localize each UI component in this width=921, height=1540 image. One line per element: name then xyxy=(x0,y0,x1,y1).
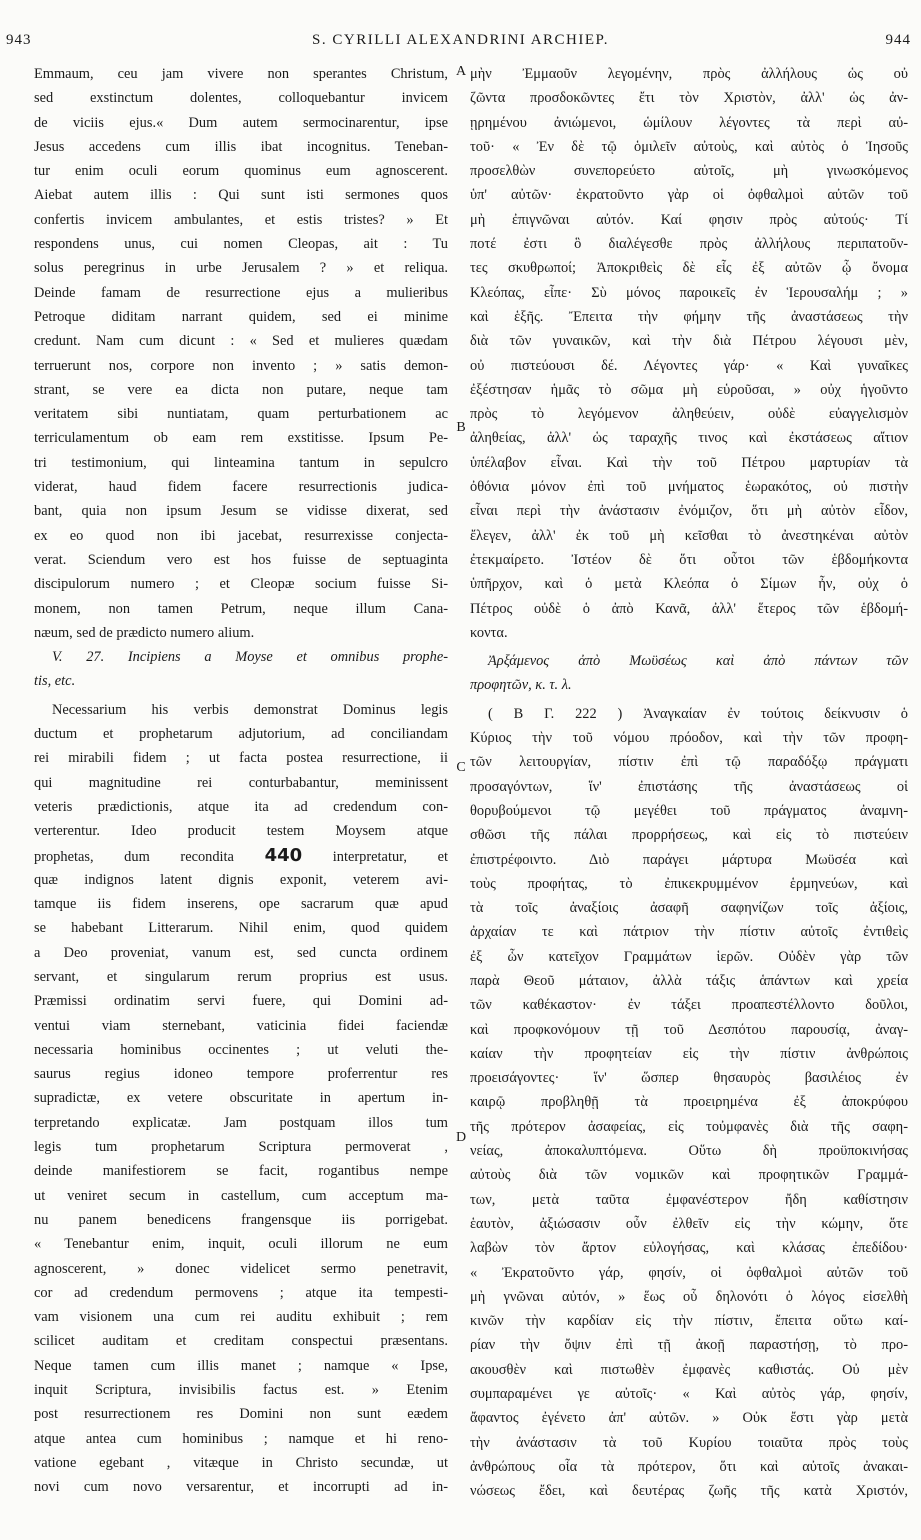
greek-line: ἐξ ὧν κατεῖχον Γραμμάτων ἱερῶν. Οὐδὲν γὰρ τῶν xyxy=(470,948,908,965)
greek-line: τῶν λειτουργίαν, πίστιν ἐπὶ τῷ παραδόξῳ πράγματι xyxy=(470,754,908,771)
latin-line: a Deo proveniat, vanum est, sed cuncta ordinem xyxy=(34,944,448,961)
latin-line: viderat, haud fidem facere resurrectionis judica- xyxy=(34,479,448,496)
latin-line: Necessarium his verbis demonstrat Dominus legis xyxy=(52,701,448,718)
latin-line: « Tenebantur enim, inquit, oculi illorum ne eum xyxy=(34,1236,448,1253)
greek-line: προεισάγοντες· ἵν' ὥσπερ θησαυρὸς βασιλέιος ἐν xyxy=(470,1070,908,1087)
greek-line: νείας, ἀποκαλυπτόμενα. Οὕτω δὴ προϋποκινήσας xyxy=(470,1143,908,1160)
greek-line: τὰ τοῖς ἀναξίοις ἀσαφῆ σαφηνίζων τοῖς ἀξίοις, xyxy=(470,900,908,917)
greek-line: καὶ προφκονόμουν τῇ τοῦ Δεσπότου παρουσίᾳ, ἀναγ- xyxy=(470,1021,908,1038)
greek-line: εἶναι περὶ τὴν ἀνάστασιν ἐνόμιζον, ὅτι μὴ αὐτὸν εἶδον, xyxy=(470,503,908,520)
latin-line: ex eo quod non ibi jacebat, resurrexisse conjecta- xyxy=(34,527,448,544)
right-page-number: 944 xyxy=(885,32,911,48)
latin-line: inquit Scriptura, invisibilis factus est. » Etenim xyxy=(34,1382,448,1399)
latin-line: discipulorum numero ; et Cleopæ socium fuisse Si- xyxy=(34,576,448,593)
latin-line: terriculamentum ob eam rem exstitisse. Ipsum Pe- xyxy=(34,430,448,447)
greek-line: αὐτοὺς διὰ τῶν νομικῶν καὶ προφητικῶν Γραμμά- xyxy=(470,1167,908,1184)
latin-line: necessaria hominibus occinentes ; ut veluti the- xyxy=(34,1041,448,1058)
latin-line: de viciis ejus.« Dum autem sermocinarentur, ipse xyxy=(34,114,448,131)
latin-line: terruerunt nos, corpore non invento ; » satis demon- xyxy=(34,357,448,374)
margin-marker-b: B xyxy=(456,420,466,435)
latin-line: Neque tamen cum illis manet ; namque « Ipse, xyxy=(34,1357,448,1374)
latin-line: monem, non tamen Petrum, neque illum Cana- xyxy=(34,600,448,617)
latin-line: cor ad credendum permovens ; atque ita tempesti- xyxy=(34,1284,448,1301)
greek-line: ακουσθὲν καὶ πιστωθὲν ἐμφανὲς καθιστάς. Οὐ μὲν xyxy=(470,1361,908,1378)
latin-line: tamque iis fidem inserens, ope sacrarum quæ apud xyxy=(34,896,448,913)
latin-line: atque antea cum hominibus ; namque et hi reno- xyxy=(34,1430,448,1447)
left-page-number: 943 xyxy=(6,32,32,48)
greek-line: παρὰ Θεοῦ μάταιον, ἀλλὰ τάξις ἁπάντων καὶ χρεία xyxy=(470,972,908,989)
latin-line: nu panem benedicens frangensque iis porrigebat. xyxy=(34,1211,448,1228)
latin-line: ductum et prophetarum adjutorium, ad conciliandam xyxy=(34,726,448,743)
latin-line: ut veniret secum in castellum, cum acceptum ma- xyxy=(34,1187,448,1204)
greek-line: συμπαραμένει γε αὐτοῖς· « Καὶ αὐτὸς γάρ, φησίν, xyxy=(470,1386,908,1403)
greek-line: Κύριος τὴν τοῦ νόμου πρόοδον, καὶ τὴν τῶν προφη- xyxy=(470,730,908,747)
greek-line: « Ἐκρατοῦντο γάρ, φησίν, οἱ ὀφθαλμοὶ αὐτῶν τοῦ xyxy=(470,1264,908,1281)
margin-marker-c: C xyxy=(456,760,466,775)
latin-line: scilicet auditam et creditam conspectui præsentans. xyxy=(34,1333,448,1350)
greek-line: ἀνθρώπους οἷα τὰ πρότερον, ὅτι καὶ αὐτοῖς ἀνακαι- xyxy=(470,1458,908,1475)
latin-line: rei mirabili fidem ; ut facta postea resurrectione, ii xyxy=(34,750,448,767)
greek-line: ὑπῆρχον, καὶ ὁ μετὰ Κλεόπα ὁ Σίμων ἦν, οὐχ ὁ xyxy=(470,576,908,593)
latin-line: tis, etc. xyxy=(34,673,76,690)
margin-marker-d: D xyxy=(455,1130,467,1145)
greek-line: ( Β Γ. 222 ) Ἀναγκαίαν ἐν τούτοις δείκνυσιν ὁ xyxy=(488,705,908,722)
greek-line: τες σκυθρωποί; Ἀποκριθεὶς δὲ εἷς ἐξ αὐτῶν ᾧ ὄνομα xyxy=(470,260,908,277)
latin-line: post resurrectionem res Domini non sunt eædem xyxy=(34,1406,448,1423)
greek-line: ὑπέλαβον εἶναι. Καὶ τὴν τοῦ Πέτρου μαρτυρίαν τὰ xyxy=(470,454,908,471)
greek-line: προφητῶν, κ. τ. λ. xyxy=(470,677,572,694)
running-header xyxy=(0,14,921,54)
greek-line: μὴν Ἐμμαοῦν λεγομένην, πρὸς ἀλλήλους ὡς οὐ xyxy=(470,66,908,82)
latin-line: Jesus accedens cum illis ibat incognitus. Teneban- xyxy=(34,138,448,155)
latin-line: legis tum prophetarum Scriptura permoverat , xyxy=(34,1139,448,1156)
greek-line: πρὸς τὸ λεγόμενον ἀληθεύειν, οὐδὲ εὐαγγελισμὸν xyxy=(470,406,908,423)
greek-line: νώσεως ἔδει, καὶ δευτέρας ζωῆς τῆς κατὰ Χριστόν, xyxy=(470,1483,908,1500)
greek-line: ἐτεκμαίρετο. Ἰστέον δὲ ὅτι οὗτοι τῶν ἑβδομήκοντα xyxy=(470,551,908,568)
greek-line: ἐπιστρέφοιντο. Διὸ παράγει μάρτυρα Μωϋσέα καὶ xyxy=(470,851,908,868)
latin-line: veritatem sibi nuntiatam, quam perturbationem ac xyxy=(34,406,448,423)
latin-line: vam visionem una cum rei auditu exhibuit ; rem xyxy=(34,1309,448,1326)
latin-line: Deinde famam de resurrectione ejus a mulieribus xyxy=(34,284,448,301)
greek-line: ἀληθείας, ἀλλ' ὡς ταραχῆς τινος καὶ ἐκστάσεως αἴτιον xyxy=(470,430,908,447)
latin-text-column xyxy=(34,62,448,1532)
latin-line: ventui viam sternebant, vaticinia fidei faciendæ xyxy=(34,1017,448,1034)
latin-line: næum, sed de prædicto numero alium. xyxy=(34,624,255,641)
greek-line: τοῦ· « Ἐν δὲ τῷ ὁμιλεῖν αὐτοὺς, καὶ αὐτὸς ὁ Ἰησοῦς xyxy=(470,138,908,155)
greek-line: προσαγόντων, ἵν' ἐπιστάσης τῆς ἀναστάσεως οἱ xyxy=(470,778,908,795)
latin-line: Præmissi ordinatim servi fuere, qui Domini ad- xyxy=(34,993,448,1010)
greek-line: ἀρχαίαν τε καὶ πάτριον τὴν πίστιν αὐτοῖς ἐντιθεὶς xyxy=(470,924,908,941)
greek-line: καὶ ἑξῆς. Ἔπειτα τὴν φήμην τῆς ἀναστάσεως τὴν xyxy=(470,308,908,325)
latin-line: Emmaum, ceu jam vivere non sperantes Christum, xyxy=(34,66,448,82)
greek-line: θορυβούμενοι τῷ μεγέθει τοῦ πράγματος ἀναμνη- xyxy=(470,802,908,819)
greek-line: καίαν τὴν προφητείαν εἰς τὴν πίστιν ἀνθρώποις xyxy=(470,1045,908,1062)
greek-line: ὀθόνια μόνον ἐπὶ τοῦ μνήματος ἑωρακότος, οὐ πιστὴν xyxy=(470,479,908,496)
latin-line: bant, quia non ipsum Jesum se vidisse dixerat, sed xyxy=(34,503,448,520)
latin-line: tur enim oculi eorum quominus eum agnoscerent. xyxy=(34,163,448,180)
latin-line: strant, se vere ea dicta non putare, neque tam xyxy=(34,381,448,398)
latin-line: saurus regius idoneo tempore proferrentur res xyxy=(34,1066,448,1083)
greek-line: ἄφαντος ἐγένετο ἀπ' αὐτῶν. » Οὐκ ἔστι γὰρ μετὰ xyxy=(470,1410,908,1427)
greek-line: μὴ γνῶναι αὐτόν, » ἕως οὗ δηλονότι ὁ λόγος εἰσελθὴ xyxy=(470,1288,908,1305)
latin-line: Aiebat autem illis : Qui sunt isti sermones quos xyxy=(34,187,448,204)
greek-line: τῶν καθέκαστον· ἐν τάξει προαπεστέλλοντο δοῦλοι, xyxy=(470,997,908,1014)
latin-line: vatione egebant , vitæque in Christo secundæ, ut xyxy=(34,1454,448,1471)
latin-line xyxy=(34,844,448,868)
latin-line: verterentur. Ideo producit testem Moysem atque xyxy=(34,823,448,840)
greek-line: ἑαυτὸν, ἀξιώσασιν οὖν ἐλθεῖν εἰς τὴν κώμην, ὅτε xyxy=(470,1215,908,1232)
latin-line-text: prophetas, dum recondita xyxy=(34,848,234,865)
greek-line: ζῶντα προσδοκῶντες ἔτι τὸν Χριστὸν, ἀλλ' ὡς ἀν- xyxy=(470,90,908,107)
greek-line: τοὺς προφήτας, τὸ ἐπικεκρυμμένον ἑρμηνεύων, καὶ xyxy=(470,875,908,892)
latin-line: V. 27. Incipiens a Moyse et omnibus prophe- xyxy=(52,649,448,666)
latin-line: sed exstinctum dolentes, colloquebantur invicem xyxy=(34,90,448,107)
latin-line: Petroque diditam narrant quidem, sed ei minime xyxy=(34,308,448,325)
greek-line: διὰ τῶν γυναικῶν, καὶ τὴν διὰ Πέτρου λέγουσι μὲν, xyxy=(470,333,908,350)
greek-line: ποτέ ἐστι ὃ διαλέγεσθε πρὸς ἀλλήλους περιπατοῦν- xyxy=(470,236,908,253)
latin-line: quæ indignos latent dignis exponit, veterem avi- xyxy=(34,871,448,888)
latin-line: respondens unus, cui nomen Cleopas, ait : Tu xyxy=(34,236,448,253)
greek-text-column xyxy=(470,62,908,1532)
greek-line: προσελθὼν συνεπορεύετο αὐτοῖς, μὴ γινωσκόμενος xyxy=(470,163,908,180)
greek-line: σθῶσι τῆς πάλαι προρρήσεως, καὶ εἰς τὸ πιστεύειν xyxy=(470,827,908,844)
latin-line: confertis invicem ambulantes, et estis tristes? » Et xyxy=(34,211,448,228)
greek-line: κινῶν τὴν καρδίαν εἰς τὴν πίστιν, ἔπειτα οὕτω καί- xyxy=(470,1313,908,1330)
latin-line: supradictæ, ex vetere obscuritate in apertum in- xyxy=(34,1090,448,1107)
latin-line: tri testimonium, qui linteamina tantum in sepulcro xyxy=(34,454,448,471)
margin-marker-a: A xyxy=(455,64,467,79)
column-number-marker: 440 xyxy=(264,844,303,866)
greek-line: καιρῷ προβληθῇ τὰ προειρημένα ἐξ ἀποκρύφου xyxy=(470,1094,908,1111)
greek-line: κοντα. xyxy=(470,624,508,641)
greek-line: Κλεόπας, εἶπε· Σὺ μόνος παροικεῖς ἐν Ἱερουσαλήμ ; » xyxy=(470,284,908,301)
greek-line: ἔλεγεν, ἀλλ' ἐκ τοῦ μὴ κεῖσθαι τὸ ἀνεστηκέναι αὐτὸν xyxy=(470,527,908,544)
latin-line: se habebant Litterarum. Nihil enim, quod quidem xyxy=(34,920,448,937)
running-title: S. CYRILLI ALEXANDRINI ARCHIEP. xyxy=(312,32,609,48)
latin-line: qui magnitudine rei conturbabantur, meminissent xyxy=(34,774,448,791)
greek-line: ὑπ' αὐτῶν· ἐκρατοῦντο γὰρ οἱ ὀφθαλμοὶ αὐτῶν τοῦ xyxy=(470,187,908,204)
greek-line: των, μετὰ ταῦτα ἐμφανέστερον ἤδη καθίστησιν xyxy=(470,1191,908,1208)
greek-line: λαβὼν τὸν ἄρτον εὐλογήσας, καὶ κλάσας ἐπεδίδου· xyxy=(470,1240,908,1257)
latin-line: solus peregrinus in urbe Jerusalem ? » et reliqua. xyxy=(34,260,448,277)
greek-line: ῃρημένου ἀνιώμενοι, ὡμίλουν λέγοντες τὰ περὶ αὐ- xyxy=(470,114,908,131)
latin-line: terpretando explicatæ. Jam postquam illos tum xyxy=(34,1114,448,1131)
latin-line: veteris prædictionis, atque ita ad credendum con- xyxy=(34,798,448,815)
latin-line: agnoscerent, » donec videlicet sermo penetravit, xyxy=(34,1260,448,1277)
greek-line: ρίαν τὴν ὄψιν ἐπὶ τῇ ἀκοῇ παραστήσῃ, τὸ προ- xyxy=(470,1337,908,1354)
latin-line: deinde manifestiorem se facit, rogantibus nempe xyxy=(34,1163,448,1180)
greek-line: τῆς πρότερον ἀσαφείας, εἰς τοὐμφανὲς διὰ τῆς σαφη- xyxy=(470,1118,908,1135)
greek-line: τὴν ἀνάστασιν τὰ τοῦ Κυρίου τοιαῦτα πρὸς τοὺς xyxy=(470,1434,908,1451)
greek-line: Πέτρος οὐδὲ ὁ ἀπὸ Κανᾶ, ἀλλ' ἕτερος τῶν ἑβδομή- xyxy=(470,600,908,617)
latin-line: servant, et singularum rerum proprius est usus. xyxy=(34,968,448,985)
latin-line: novi cum novo versarentur, et incorrupti ad in- xyxy=(34,1479,448,1496)
latin-line-text: interpretatur, et xyxy=(302,848,448,865)
greek-line: οὐ πιστεύουσι δέ. Λέγοντες γάρ· « Καὶ γυναῖκες xyxy=(470,357,908,374)
greek-line: Ἀρξάμενος ἀπὸ Μωϋσέως καὶ ἀπὸ πάντων τῶν xyxy=(488,653,908,670)
latin-line: credunt. Nam cum dicunt : « Sed et mulieres quædam xyxy=(34,333,448,350)
latin-line: verat. Sciendum vero est hos fuisse de septuaginta xyxy=(34,551,448,568)
greek-line: μὴ ἐπιγνῶναι αὐτόν. Καί φησιν πρὸς αὐτούς· Τί xyxy=(470,211,908,228)
greek-line: ἐξέστησαν ἡμᾶς τὸ σῶμα μὴ εὑροῦσαι, » οὐχ ἡγοῦντο xyxy=(470,381,908,398)
